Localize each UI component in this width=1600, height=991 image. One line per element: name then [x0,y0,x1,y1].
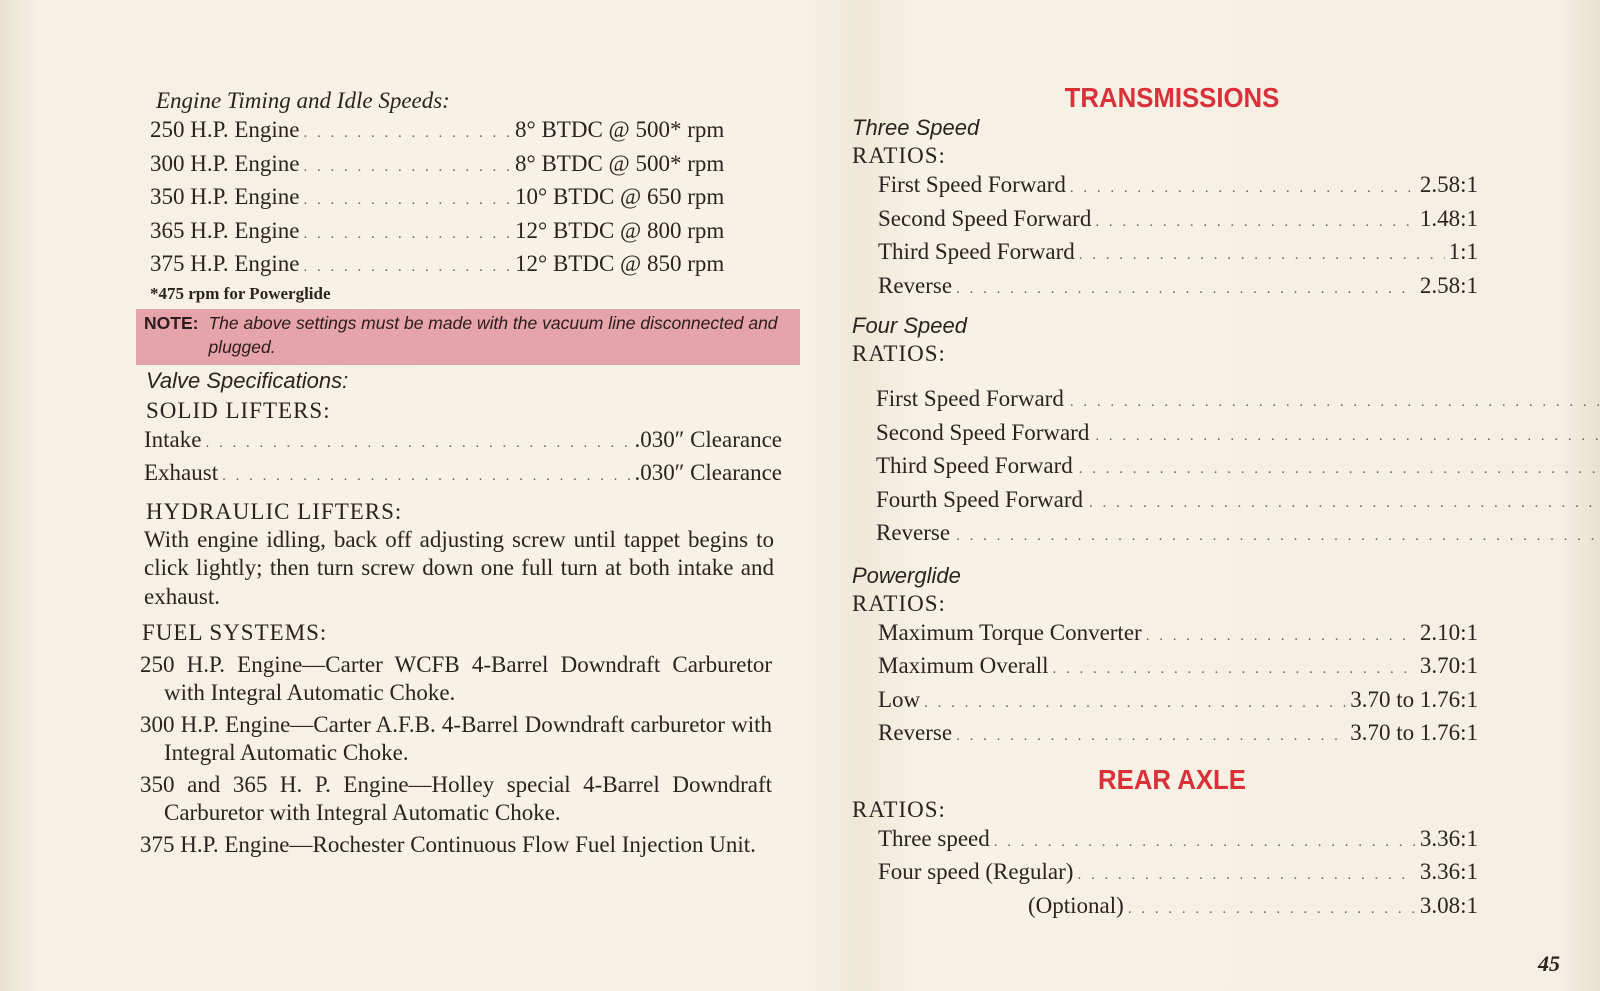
solid-value: .030″ Clearance [634,460,782,485]
ratio-row [878,618,1478,652]
leader-dots [924,689,1346,719]
rear-axle-table [852,824,1478,925]
ratio-label: Second Speed Forward [878,205,1092,231]
ratio-label: Third Speed Forward [876,453,1073,478]
fuel-item: 350 and 365 H. P. Engine—Holley special 4-Barrel Downdraft Carburetor with Integral Automatic Choke. [140,772,772,825]
ratio-value: 1.48:1 [1419,205,1478,231]
leader-dots [1095,208,1416,238]
right-column [852,0,1512,924]
four-speed-label-cell [852,485,1600,519]
solid-label: Exhaust [144,460,219,485]
ratio-label: First Speed Forward [876,386,1064,411]
solid-lifters-heading: SOLID LIFTERS: [146,397,331,423]
page-number: 45 [1538,951,1560,976]
timing-footnote: *475 rpm for Powerglide [150,283,331,303]
ratio-row [878,170,1478,204]
solid-row [144,425,782,459]
leader-dots [1070,388,1600,418]
leader-dots [1070,174,1416,204]
ratio-row [878,237,1478,271]
ratio-value: 3.70 to 1.76:1 [1350,686,1478,712]
fuel-systems-heading: FUEL SYSTEMS: [142,620,328,645]
four-speed-table [852,340,1478,552]
ratio-label: Reverse [878,720,953,745]
transmissions-title: TRANSMISSIONS [1064,82,1280,113]
rear-axle-ratios-label: RATIOS: [852,796,946,822]
timing-value: 12° BTDC @ 800 rpm [515,217,725,243]
ratio-label: Four speed (Regular) [878,859,1074,884]
ratio-value: 3.36:1 [1419,825,1478,851]
leader-dots [304,153,512,183]
ratio-row [878,824,1478,858]
timing-row [150,249,790,283]
leader-dots [1146,622,1416,652]
four-speed-label-cell [852,418,1600,452]
leader-dots [222,462,630,492]
powerglide-table [852,618,1478,752]
four-speed-heading: Four Speed [852,313,967,338]
leader-dots [1128,895,1416,925]
ratio-label: Reverse [876,520,951,545]
leader-dots [1053,655,1416,685]
leader-dots [304,186,512,216]
ratio-label: Third Speed Forward [878,239,1075,264]
leader-dots [1095,422,1600,452]
solid-lifters-table [140,425,782,492]
ratio-label: First Speed Forward [878,172,1066,197]
four-speed-label-cell [852,518,1600,552]
fuel-systems-list [140,651,772,859]
four-speed-label-cell [852,384,1600,418]
ratio-value: 2.58:1 [1419,272,1478,298]
timing-label: 300 H.P. Engine [150,150,300,176]
leader-dots [994,828,1416,858]
ratio-row [878,718,1478,752]
left-column [140,0,800,859]
solid-label: Intake [144,426,202,452]
ratio-row [878,857,1478,891]
ratio-row [878,271,1478,305]
ratio-row [878,204,1478,238]
ratio-value: 3.70 to 1.76:1 [1350,720,1478,745]
leader-dots [1079,241,1445,271]
ratio-label: Fourth Speed Forward [876,486,1083,512]
powerglide-heading: Powerglide [852,562,961,588]
ratio-label: Three speed [878,825,990,851]
leader-dots [304,119,512,149]
ratio-value: 3.36:1 [1419,859,1478,884]
timing-value: 8° BTDC @ 500* rpm [515,117,725,142]
four-speed-label-cell [852,451,1600,485]
ratio-value: 3.08:1 [1419,892,1478,918]
three-speed-table [852,170,1478,304]
ratio-value: 3.70:1 [1419,653,1478,678]
timing-heading: Engine Timing and Idle Speeds: [156,88,450,113]
timing-label: 365 H.P. Engine [150,217,300,243]
powerglide-ratios-label: RATIOS: [852,590,946,616]
leader-dots [1077,861,1415,891]
leader-dots [1089,489,1600,519]
rear-axle-title: REAR AXLE [1098,763,1246,795]
leader-dots [956,275,1416,305]
timing-row [150,115,790,149]
timing-row [150,216,790,250]
timing-label: 350 H.P. Engine [150,184,300,209]
timing-row [150,182,790,216]
ratio-label: Reverse [878,272,953,298]
ratio-label: Second Speed Forward [876,419,1090,445]
solid-value: .030″ Clearance [634,426,782,452]
note-text: The above settings must be made with the vacuum line disconnected and plugged. [208,312,778,357]
leader-dots [304,220,512,250]
timing-value: 10° BTDC @ 650 rpm [515,184,725,209]
fuel-item: 250 H.P. Engine—Carter WCFB 4-Barrel Downdraft Carburetor with Integral Automatic Choke. [140,652,772,705]
ratio-value: 2.10:1 [1419,619,1478,645]
ratio-label: Low [878,686,921,712]
hydraulic-text: With engine idling, back off adjusting screw until tappet begins to click lightly; then turn screw down one full turn at both intake and exhaust. [144,526,774,609]
leader-dots [956,522,1600,552]
fuel-item: 300 H.P. Engine—Carter A.F.B. 4-Barrel Downdraft carburetor with Integral Automatic Choke. [140,712,772,765]
ratio-row [878,891,1478,925]
timing-row [150,149,790,183]
ratio-label: Maximum Torque Converter [878,619,1142,645]
ratio-label: (Optional) [1028,892,1124,918]
solid-row [144,458,782,492]
three-speed-ratios-label: RATIOS: [852,143,946,168]
ratio-row [878,685,1478,719]
fuel-item: 375 H.P. Engine—Rochester Continuous Flow Fuel Injection Unit. [140,832,756,857]
three-speed-heading: Three Speed [852,115,980,140]
leader-dots [205,429,630,459]
timing-table [140,115,790,305]
ratio-row [878,651,1478,685]
note-box [136,309,800,365]
hydraulic-lifters-heading: HYDRAULIC LIFTERS: [146,498,403,524]
ratio-value: 2.58:1 [1419,172,1478,197]
leader-dots [304,253,512,283]
timing-label: 375 H.P. Engine [150,251,300,276]
ratio-value: 1:1 [1448,239,1478,264]
valve-heading: Valve Specifications: [146,367,349,393]
timing-value: 8° BTDC @ 500* rpm [515,150,725,176]
leader-dots [1079,455,1600,485]
four-speed-ratios-label: RATIOS: [852,341,946,366]
timing-label: 250 H.P. Engine [150,117,300,142]
timing-value: 12° BTDC @ 850 rpm [515,251,725,276]
note-label: NOTE: [144,312,199,333]
ratio-label: Maximum Overall [878,653,1049,678]
leader-dots [956,722,1346,752]
